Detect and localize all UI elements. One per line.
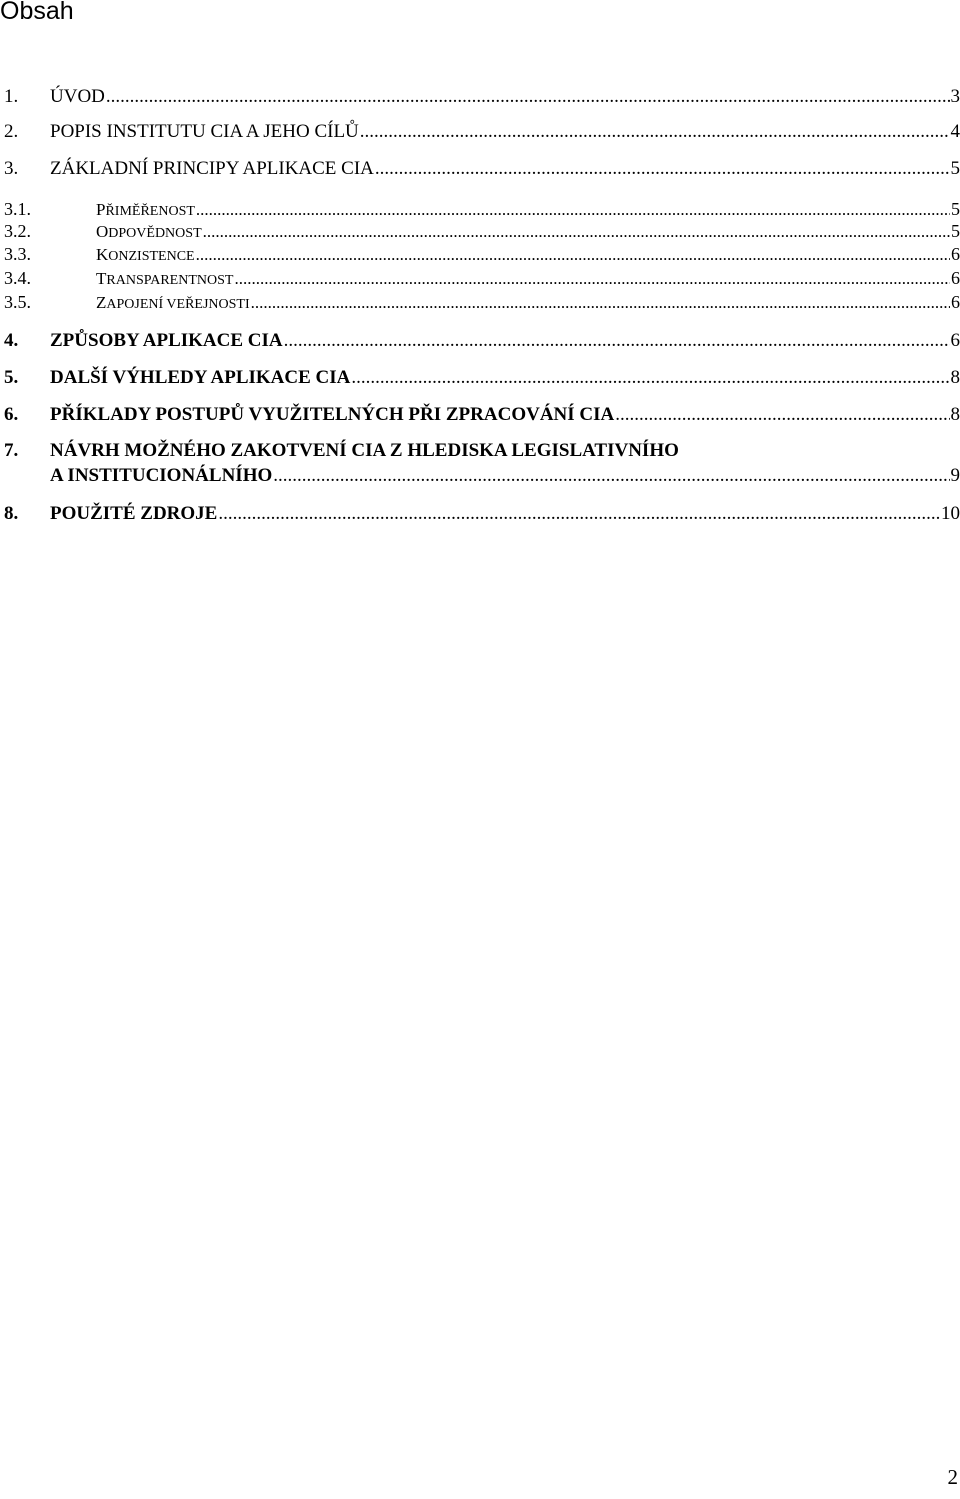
toc-page-number: 5: [950, 158, 960, 179]
toc-number: 3.3.: [4, 244, 31, 264]
toc-leader-dots: [615, 406, 949, 420]
toc-leader-dots: [273, 467, 949, 481]
toc-title-line1: NÁVRH MOŽNÉHO ZAKOTVENÍ CIA Z HLEDISKA LEGISLATIVNÍHO: [50, 440, 679, 461]
toc-entry-3-2[interactable]: [0, 220, 960, 245]
toc-title: TRANSPARENTNOST: [96, 269, 234, 288]
toc-number: 3.: [4, 158, 19, 179]
toc-page-number: 5: [951, 199, 960, 219]
toc-entry-3-5[interactable]: [0, 291, 960, 316]
toc-number: 3.4.: [4, 268, 31, 288]
toc-leader-dots: [284, 332, 950, 346]
toc-page-number: 6: [951, 268, 960, 288]
toc-entry-7-line1[interactable]: [0, 440, 960, 462]
toc-leader-dots: [218, 505, 940, 519]
toc-title: ODPOVĚDNOST: [96, 222, 202, 241]
toc-entry-2[interactable]: [0, 121, 960, 143]
toc-number: 1.: [4, 86, 19, 107]
toc-entry-8[interactable]: [0, 503, 960, 525]
toc-entry-1[interactable]: [0, 86, 960, 108]
toc-leader-dots: [360, 123, 950, 137]
toc-title: PŘÍKLADY POSTUPŮ VYUŽITELNÝCH PŘI ZPRACOVÁNÍ CIA: [50, 404, 615, 425]
page-number: 2: [947, 1465, 958, 1489]
toc-entry-3-3[interactable]: [0, 243, 960, 268]
toc-leader-dots: [196, 246, 950, 260]
toc-number: 3.2.: [4, 221, 31, 241]
toc-number: 4.: [4, 330, 19, 351]
toc-entry-4[interactable]: [0, 330, 960, 352]
toc-title: POPIS INSTITUTU CIA A JEHO CÍLŮ: [50, 121, 359, 142]
toc-number: 2.: [4, 121, 19, 142]
toc-page-number: 6: [950, 330, 960, 351]
toc-page-number: 6: [951, 244, 960, 264]
toc-page-number: 4: [950, 121, 960, 142]
toc-page-number: 6: [951, 292, 960, 312]
toc-title: DALŠÍ VÝHLEDY APLIKACE CIA: [50, 367, 351, 388]
toc-leader-dots: [251, 294, 950, 308]
toc-page-number: 8: [950, 404, 960, 425]
toc-leader-dots: [375, 160, 950, 174]
toc-entry-5[interactable]: [0, 367, 960, 389]
toc-page-number: 5: [951, 221, 960, 241]
toc-number: 5.: [4, 367, 19, 388]
toc-title: KONZISTENCE: [96, 245, 195, 264]
toc-leader-dots: [196, 201, 950, 215]
toc-title: ZAPOJENÍ VEŘEJNOSTI: [96, 293, 250, 312]
toc-leader-dots: [106, 88, 950, 102]
toc-page-number: 3: [950, 86, 960, 107]
toc-page-number: 10: [941, 503, 960, 524]
toc-leader-dots: [234, 270, 950, 284]
toc-title: ÚVOD: [50, 86, 105, 107]
toc-title: POUŽITÉ ZDROJE: [50, 503, 218, 524]
toc-entry-6[interactable]: [0, 404, 960, 426]
toc-entry-7-line2[interactable]: [0, 465, 960, 487]
toc-entry-3[interactable]: [0, 158, 960, 180]
toc-heading: Obsah: [0, 0, 74, 25]
toc-title: ZÁKLADNÍ PRINCIPY APLIKACE CIA: [50, 158, 374, 179]
toc-entry-3-4[interactable]: [0, 267, 960, 292]
toc-number: 3.1.: [4, 199, 31, 219]
toc-title-line2: A INSTITUCIONÁLNÍHO: [50, 465, 273, 486]
toc-title: PŘIMĚŘENOST: [96, 200, 195, 219]
toc-title: ZPŮSOBY APLIKACE CIA: [50, 330, 283, 351]
toc-page-number: 9: [950, 465, 960, 486]
toc-number: 8.: [4, 503, 19, 524]
toc-number: 3.5.: [4, 292, 31, 312]
toc-page-number: 8: [950, 367, 960, 388]
toc-number: 6.: [4, 404, 19, 425]
toc-number: 7.: [4, 440, 19, 461]
toc-leader-dots: [203, 223, 950, 237]
toc-leader-dots: [351, 369, 949, 383]
